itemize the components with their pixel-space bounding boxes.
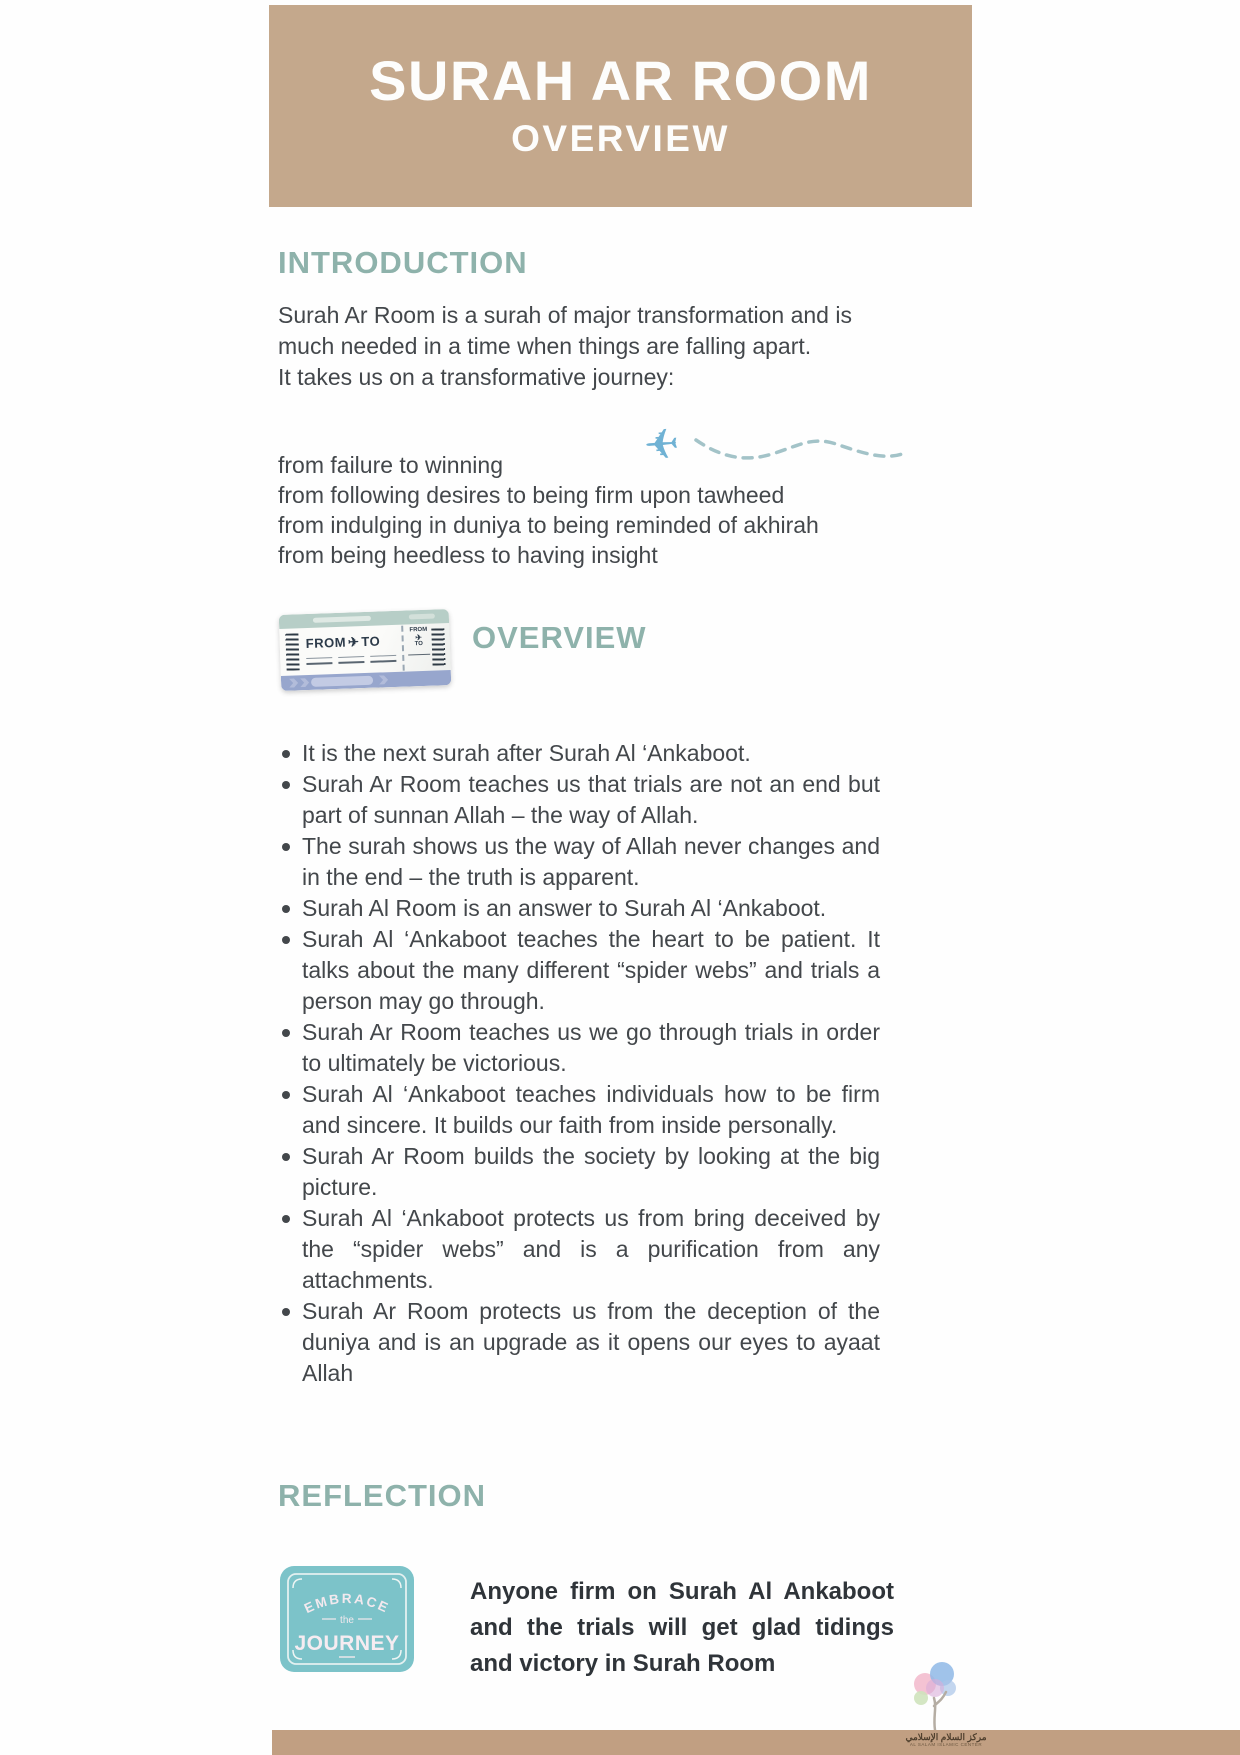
bullet-item: Surah Ar Room protects us from the deception of the duniya and is an upgrade as it opens our eyes to ayaat Allah: [278, 1296, 880, 1389]
overview-heading: OVERVIEW: [472, 620, 647, 655]
paragraph-line: much needed in a time when things are falling apart.: [278, 333, 812, 359]
bullet-item: The surah shows us the way of Allah never changes and in the end – the truth is apparent.: [278, 831, 880, 893]
footer-logo-text: [896, 1732, 996, 1748]
introduction-heading: INTRODUCTION: [278, 245, 528, 280]
bullet-item: Surah Ar Room builds the society by looking at the big picture.: [278, 1141, 880, 1203]
ticket-to-label: TO: [361, 633, 381, 650]
ticket-barcode-right: [431, 628, 445, 665]
journey-line: from following desires to being firm upon tawheed: [278, 482, 785, 508]
footer-bar: [272, 1730, 1240, 1755]
ticket-detail-lines: [306, 655, 398, 665]
footer-caption: AL SALAM ISLAMIC CENTER: [909, 1742, 983, 1747]
bullet-item: Surah Al ‘Ankaboot teaches the heart to be patient. It talks about the many different “spider webs” and trials a person may go through.: [278, 924, 880, 1017]
journey-line: from being heedless to having insight: [278, 542, 658, 568]
airplane-icon: ✈: [642, 419, 681, 470]
plane-icon: ✈: [415, 633, 423, 643]
page-title: SURAH AR ROOM: [369, 48, 872, 112]
badge-artwork: [280, 1566, 414, 1672]
bullet-item: Surah Ar Room teaches us we go through trials in order to ultimately be victorious.: [278, 1017, 880, 1079]
embrace-journey-badge: [280, 1566, 414, 1672]
footer-arabic-name: مركز السلام الإسلامي: [905, 1732, 987, 1742]
overview-bullet-list: [278, 738, 880, 1389]
ticket-bottom-strip: [281, 670, 451, 691]
badge-top-text: EMBRACE: [301, 1590, 393, 1617]
ticket-from-to-text: [305, 633, 396, 652]
badge-middle-text: the: [340, 1615, 354, 1626]
bullet-item: It is the next surah after Surah Al ‘Ankaboot.: [278, 738, 880, 769]
bullet-item: Surah Al ‘Ankaboot protects us from bring deceived by the “spider webs” and is a purification from any attachments.: [278, 1203, 880, 1296]
journey-line: from failure to winning: [278, 452, 503, 478]
reflection-heading: REFLECTION: [278, 1478, 487, 1513]
journey-lines: [278, 450, 819, 570]
paragraph-line: It takes us on a transformative journey:: [278, 364, 675, 390]
journey-line: from indulging in duniya to being reminded of akhirah: [278, 512, 819, 538]
ticket-from-label: FROM: [305, 634, 347, 652]
badge-bottom-text: JOURNEY: [294, 1632, 400, 1655]
paragraph-line: Surah Ar Room is a surah of major transformation and is: [278, 302, 852, 328]
page-subtitle: OVERVIEW: [511, 118, 730, 160]
introduction-paragraph: [278, 300, 852, 393]
stub-to-label: TO: [414, 640, 424, 648]
ticket-airline-label-bar: [313, 616, 371, 623]
ticket-barcode-left: [285, 633, 299, 670]
bullet-item: Surah Ar Room teaches us that trials are not an end but part of sunnan Allah – the way of Allah.: [278, 769, 880, 831]
ticket-airline-pill: [311, 676, 373, 687]
title-banner: [269, 5, 972, 207]
bullet-item: Surah Al ‘Ankaboot teaches individuals how to be firm and sincere. It builds our faith from inside personally.: [278, 1079, 880, 1141]
reflection-text: Anyone firm on Surah Al Ankaboot and the trials will get glad tidings and victory in Surah Room: [470, 1578, 894, 1677]
boarding-pass-icon: [279, 609, 452, 691]
tree-logo: [908, 1658, 962, 1732]
stub-from-label: FROM: [409, 626, 428, 634]
ticket-stub: [407, 627, 430, 656]
ticket-perforation: [401, 626, 405, 671]
plane-icon: ✈: [347, 634, 360, 650]
ticket-top-right-bar: [409, 614, 435, 620]
bullet-item: Surah Al Room is an answer to Surah Al ‘Ankaboot.: [278, 893, 880, 924]
svg-text:EMBRACE: [302, 1591, 392, 1616]
